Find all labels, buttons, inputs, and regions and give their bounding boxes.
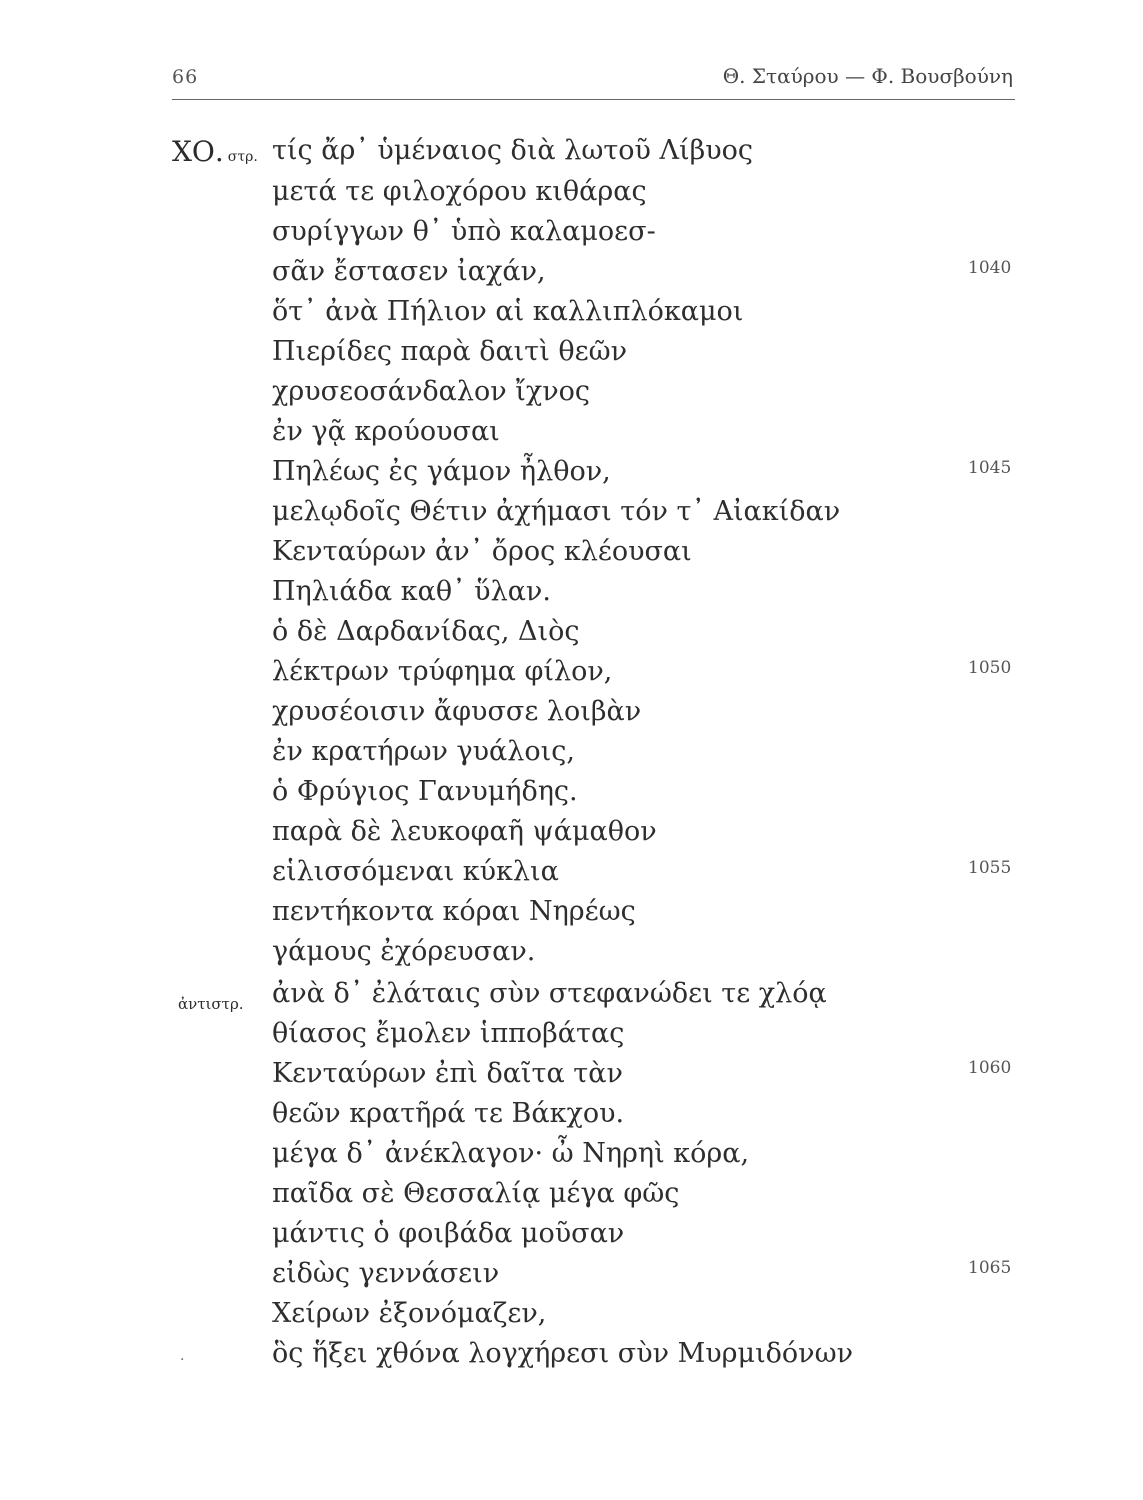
antistrophe-label: ἀντιστρ. (178, 995, 244, 1013)
verse-line: παῖδα σὲ Θεσσαλίᾳ μέγα φῶς (272, 1178, 680, 1209)
verse-line: Χείρων ἐξονόμαζεν, (272, 1298, 547, 1329)
line-number: 1060 (968, 1058, 1012, 1078)
verse-line: Πηλέως ἐς γάμον ἦλθον, (272, 456, 611, 487)
running-title: Θ. Σταύρου — Φ. Βουσβούνη (722, 64, 1013, 88)
margin-dot: · (180, 1352, 185, 1368)
verse-line: μελῳδοῖς Θέτιν ἀχήμασι τόν τ᾽ Αἰακίδαν (272, 496, 841, 527)
verse-line: Κενταύρων ἐπὶ δαῖτα τὰν (272, 1058, 623, 1089)
verse-line: Πιερίδες παρὰ δαιτὶ θεῶν (272, 336, 628, 367)
verse-line: μάντις ὁ φοιβάδα μοῦσαν (272, 1218, 625, 1249)
verse-line: συρίγγων θ᾽ ὑπὸ καλαμοεσ- (272, 216, 656, 247)
verse-line: χρυσεοσάνδαλον ἴχνος (272, 376, 590, 407)
verse-line: πεντήκοντα κόραι Νηρέως (272, 896, 636, 927)
speaker-label: ΧΟ. (172, 135, 224, 168)
verse-line: ὅτ᾽ ἀνὰ Πήλιον αἱ καλλιπλόκαμοι (272, 296, 744, 327)
verse-line: σᾶν ἔστασεν ἰαχάν, (272, 256, 546, 287)
verse-line: θίασος ἔμολεν ἱπποβάτας (272, 1018, 625, 1049)
verse-line: ἐν κρατήρων γυάλοις, (272, 736, 575, 767)
verse-line: Κενταύρων ἀν᾽ ὄρος κλέουσαι (272, 536, 692, 567)
verse-line: ὃς ἥξει χθόνα λογχήρεσι σὺν Μυρμιδόνων (272, 1338, 854, 1369)
line-number: 1055 (968, 858, 1012, 878)
verse-line: μετά τε φιλοχόρου κιθάρας (272, 176, 647, 207)
verse-line: θεῶν κρατῆρά τε Βάκχου. (272, 1098, 625, 1129)
line-number: 1045 (968, 458, 1012, 478)
verse-line: γάμους ἐχόρευσαν. (272, 936, 536, 967)
verse-line: τίς ἄρ᾽ ὑμέναιος διὰ λωτοῦ Λίβυος (272, 135, 754, 166)
verse-line: ὁ Φρύγιος Γανυμήδης. (272, 776, 578, 807)
verse-line: Πηλιάδα καθ᾽ ὕλαν. (272, 576, 551, 607)
line-number: 1065 (968, 1258, 1012, 1278)
speaker-heading (172, 135, 258, 168)
verse-line: ἐν γᾷ κρούουσαι (272, 416, 500, 447)
verse-line: ἀνὰ δ᾽ ἐλάταις σὺν στεφανώδει τε χλόᾳ (272, 978, 827, 1009)
verse-line: μέγα δ᾽ ἀνέκλαγον· ὦ Νηρηὶ κόρα, (272, 1138, 750, 1169)
line-number: 1050 (968, 658, 1012, 678)
strophe-label: στρ. (227, 149, 258, 165)
verse-line: παρὰ δὲ λευκοφαῆ ψάμαθον (272, 816, 657, 847)
line-number: 1040 (968, 258, 1012, 278)
verse-line: εἰδὼς γεννάσειν (272, 1258, 500, 1289)
verse-line: ὁ δὲ Δαρδανίδας, Διὸς (272, 616, 580, 647)
verse-line: εἱλισσόμεναι κύκλια (272, 856, 559, 887)
header-rule (172, 99, 1015, 100)
verse-line: χρυσέοισιν ἄφυσσε λοιβὰν (272, 696, 642, 727)
verse-line: λέκτρων τρύφημα φίλον, (272, 656, 613, 687)
page-number: 66 (172, 66, 199, 88)
